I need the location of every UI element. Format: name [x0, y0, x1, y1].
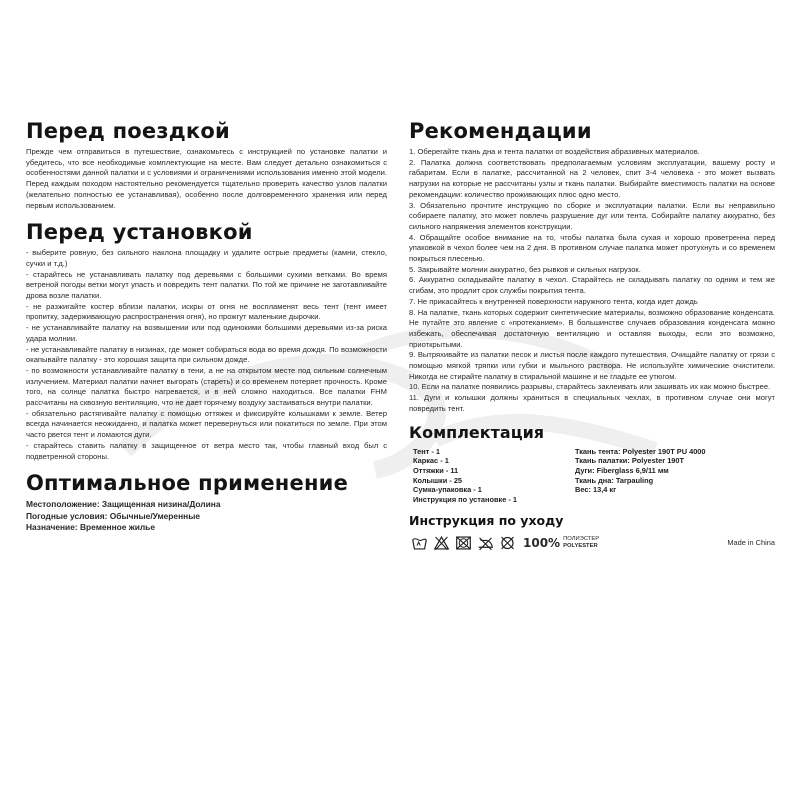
optimal-use-heading: Оптимальное применение	[26, 471, 349, 496]
setup-item: - не разжигайте костер вблизи палатки, искры от огня не воспламенят весь тент (тент имеет пропитку, задерживающую распространения огня), но прожгут маленькие дырочки.	[26, 301, 387, 322]
left-column	[26, 118, 387, 541]
optimal-use-section	[26, 470, 387, 533]
setup-item: - старайтесь ставить палатку в защищенное от ветра место так, чтобы главный вход был с подветренной стороны.	[26, 440, 387, 461]
kit-section	[409, 423, 775, 505]
material-item: Вес: 13,4 кг	[575, 485, 617, 495]
recommendation-item: 2. Палатка должна соответствовать предполагаемым условиям эксплуатации, вашему росту и габаритам. Если в палатке, рассчитанной на 2 человек, спит 3-4 человека - это может вызвать нагрузки на которые не рассчитаны узлы и ткань палатки. Выбирайте вместимость палатки на основе рекомендации: количество проживающих плюс одно место.	[409, 157, 775, 199]
right-column	[409, 118, 775, 559]
hand-wash-icon	[411, 535, 428, 551]
material-name-en: POLYESTER	[563, 542, 598, 549]
setup-item: - выберите ровную, без сильного наклона площадку и удалите острые предметы (камни, стекло, сучки и т.д.)	[26, 248, 387, 268]
before-trip-text: Прежде чем отправиться в путешествие, ознакомьтесь с инструкцией по установке палатки и убедитесь, что все необходимые комплектующие на месте. Вам следует детально ознакомиться с особенностями данной палатки и с условиями и ограничениями использования именно этой модели. Перед каждым походом настоятельно рекомендуется тщательно проверить качество узлов палатки (желательно полностью ее устанавливая), особенно после долговременного хранения или перед первым использованием.	[26, 147, 387, 210]
kit-item: Колышки - 25	[413, 475, 463, 485]
kit-item: Каркас - 1	[413, 456, 449, 466]
before-setup-section	[26, 219, 387, 462]
kit-item: Оттяжки - 11	[413, 465, 459, 475]
material-percent: 100%	[523, 535, 561, 550]
recommendation-item: 7. Не прикасайтесь к внутренней поверхности наружного тента, когда идет дождь	[409, 296, 698, 306]
recommendation-item: 8. На палатке, ткань которых содержит синтетические материалы, возможно образование конденсата. Не путайте это явление с «протеканием». В большинстве случаев образования конденсата можно избежать, обеспечивая достаточную вентиляцию и оставляя выходы, если это возможно, приоткрытыми.	[409, 307, 775, 349]
material-item: Ткань тента: Polyester 190T PU 4000	[575, 446, 706, 456]
recommendation-item: 6. Аккуратно складывайте палатку в чехол. Старайтесь не складывать палатку по одним и тем же сгибам, это продлит срок службы покрытия тента.	[409, 275, 775, 296]
setup-item: - не устанавливайте палатку в низинах, где может собираться вода во время дождя. По возможности окапывайте палатку - это хорошая защита при сильном дожде.	[26, 344, 387, 365]
no-iron-icon	[477, 535, 494, 551]
before-setup-heading: Перед установкой	[26, 220, 253, 245]
recommendation-item: 5. Закрывайте молнии аккуратно, без рывков и сильных нагрузок.	[409, 264, 641, 274]
care-heading: Инструкция по уходу	[409, 512, 564, 528]
recommendations-section	[409, 118, 775, 415]
made-in-label: Made in China	[727, 538, 775, 548]
no-bleach-icon	[433, 535, 450, 551]
material-item: Ткань палатки: Polyester 190T	[575, 456, 685, 466]
material-item: Дуги: Fiberglass 6,9/11 мм	[575, 465, 669, 475]
recommendation-item: 10. Если на палатке появились разрывы, старайтесь заклеивать или зашивать их как можно быстрее.	[409, 382, 771, 392]
before-trip-heading: Перед поездкой	[26, 119, 230, 143]
setup-item: - обязательно растягивайте палатку с помощью оттяжек и фиксируйте колышками к земле. Ветер всегда начинается неожиданно, и палатка может перевернуться или покатиться по земле. При этом часто рвется тент и ломаются дуги.	[26, 408, 387, 440]
no-tumble-dry-icon	[455, 535, 472, 551]
recommendation-item: 9. Вытряхивайте из палатки песок и листья после каждого путешествия. Очищайте палатку от грязи с помощью мягкой тряпки или губки и мыльного раствора. Не используйте химические очистители. Никогда не стирайте палатку в стиральной машине и не гладьте ее утюгом.	[409, 350, 775, 381]
kit-heading: Комплектация	[409, 422, 545, 442]
kit-item: Инструкция по установке - 1	[413, 495, 517, 505]
before-trip-section	[26, 118, 387, 211]
care-section	[409, 513, 775, 551]
materials-list	[575, 447, 775, 505]
setup-item: - не устанавливайте палатку на возвышении или под одинокими большими деревьями из-за риска удара молнии.	[26, 323, 387, 343]
recommendations-heading: Рекомендации	[409, 119, 592, 143]
material-label	[563, 536, 599, 549]
recommendation-item: 4. Обращайте особое внимание на то, чтобы палатка была сухая и хорошо проветренна перед упаковкой в чехол более чем на 2 дня. В противном случае палатка может протухнуть и со временем покрыться плесенью.	[409, 232, 775, 264]
material-item: Ткань дна: Tarpauling	[575, 475, 654, 485]
purpose-line: Назначение: Временное жилье	[26, 521, 155, 532]
recommendation-item: 3. Обязательно прочтите инструкцию по сборке и эксплуатации палатки. Если вы неправильно собираете палатку, это может повлечь разрушение дуг или тента. Собирайте палатку аккуратно, без сильного напряжения элементов конструкции.	[409, 200, 775, 231]
setup-item: - старайтесь не устанавливать палатку под деревьями с большими сухими ветками. Во время ветреной погоды ветки могут упасть и повредить тент палатки. По той же причине не заготавливайте дрова возле палатки.	[26, 269, 387, 301]
kit-item: Сумка-упаковка - 1	[413, 485, 482, 495]
location-line: Местоположение: Защищенная низина/Долина	[26, 499, 221, 510]
recommendation-item: 11. Дуги и колышки должны храниться в специальных чехлах, в противном случае они могут повредить тент.	[409, 393, 775, 413]
recommendation-item: 1. Оберегайте ткань дна и тента палатки от воздействия абразивных материалов.	[409, 147, 700, 156]
setup-item: - по возможности устанавливайте палатку в тени, а не на открытом месте под сильным солнечным излучением. Материал палатки начнет выгорать (стареть) и со временем потеряет прочность. Кроме того, на солнце палатка быстро нагревается, и в ней сложно находиться. Все палатки FHM рассчитаны на сквозную вентиляцию, что не дает горячему воздуху застаиваться внутри палатки.	[26, 365, 387, 408]
weather-line: Погодные условия: Обычные/Умеренные	[26, 510, 201, 521]
material-name-ru: ПОЛИЭСТЕР	[563, 536, 600, 543]
no-dry-clean-icon	[499, 535, 516, 551]
kit-items-list	[413, 447, 548, 505]
kit-item: Тент - 1	[413, 446, 441, 456]
